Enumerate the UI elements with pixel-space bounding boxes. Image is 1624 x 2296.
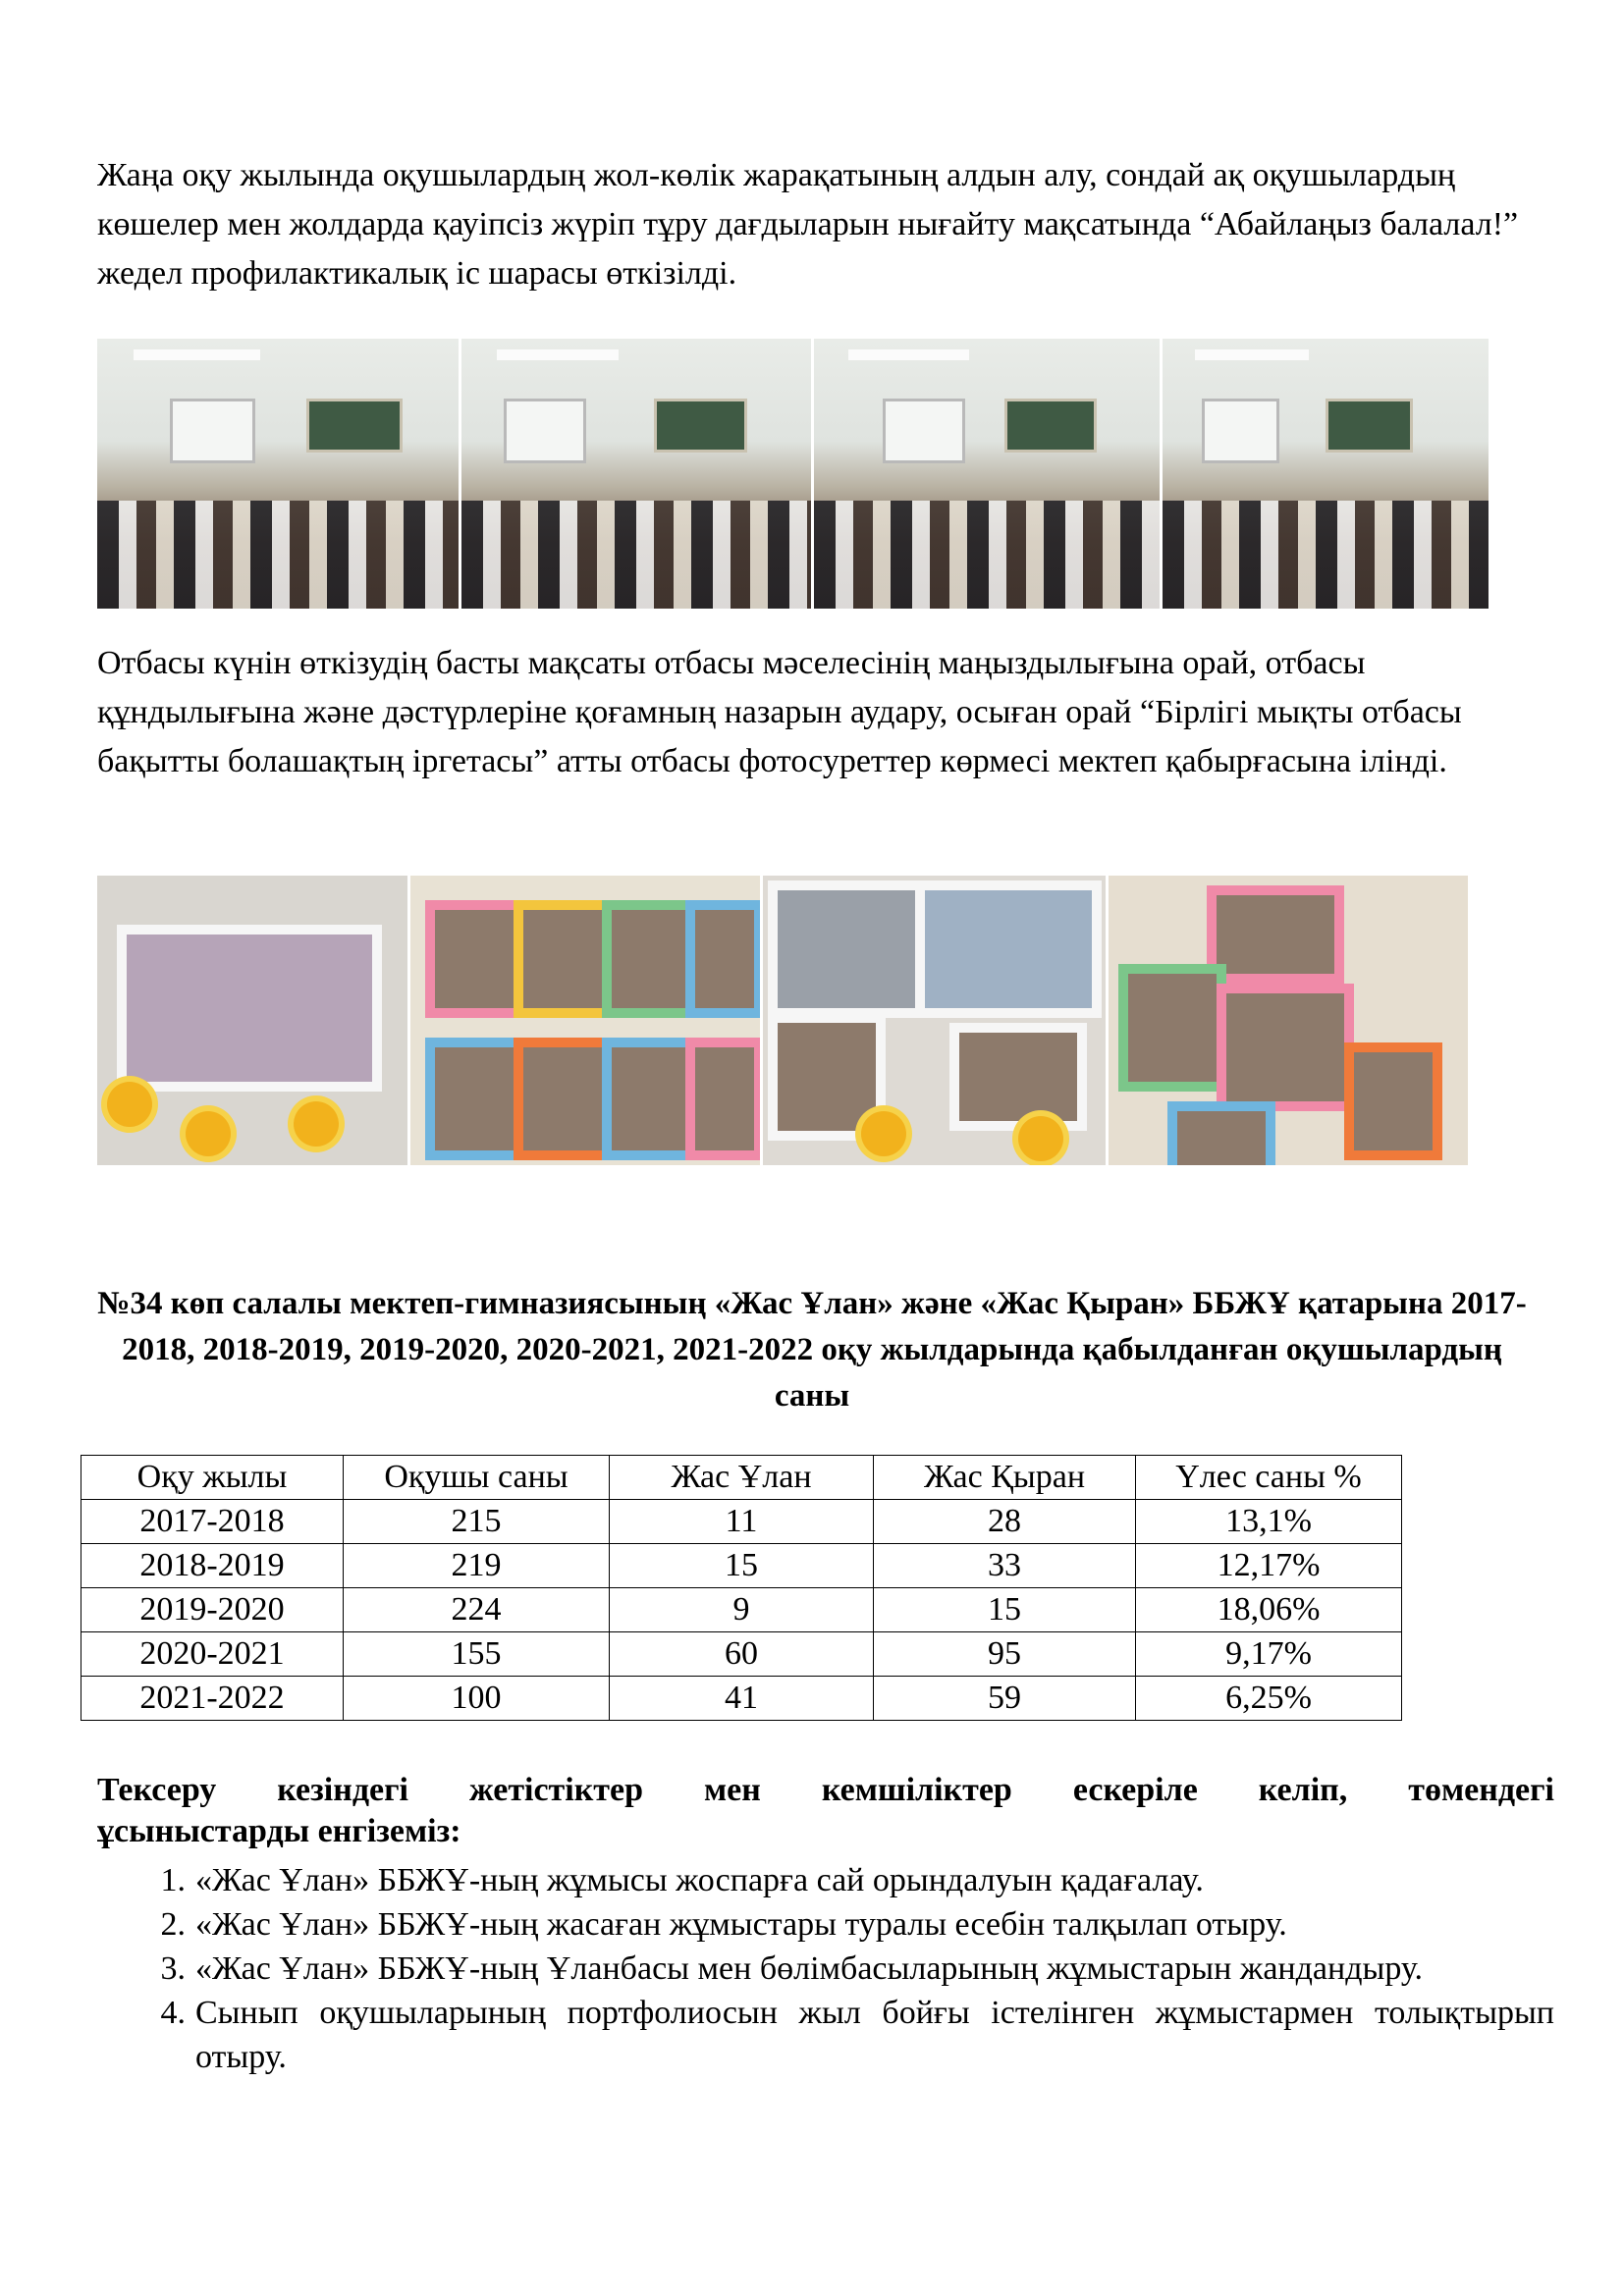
list-item xyxy=(97,1991,1554,2079)
table-title: №34 көп салалы мектеп-гимназиясының «Жас Ұлан» және «Жас Қыран» ББЖҰ қатарына 2017-2018, 2018-2019, 2019-2020, 2020-2021, 2021-2022 оқу жылдарында қабылданған оқушылардың саны xyxy=(97,1286,1527,1414)
cell-zhas-ulan: 60 xyxy=(610,1632,874,1677)
list-item-number: 2. xyxy=(160,1906,186,1943)
cell-students: 219 xyxy=(344,1544,610,1588)
table-row xyxy=(81,1544,1402,1588)
list-item-text: «Жас Ұлан» ББЖҰ-ның жасаған жұмыстары туралы есебін талқылап отыру. xyxy=(195,1906,1287,1943)
cell-students: 215 xyxy=(344,1500,610,1544)
recommendations-heading: Тексеру кезіндегі жетістіктер мен кемшіліктер ескеріле келіп, төмендегі xyxy=(97,1772,1554,1808)
cell-zhas-kyran: 28 xyxy=(874,1500,1136,1544)
cell-year: 2017-2018 xyxy=(81,1500,344,1544)
table-row xyxy=(81,1588,1402,1632)
header-students: Оқушы саны xyxy=(344,1456,610,1500)
list-item xyxy=(97,1947,1554,1991)
cell-share: 13,1% xyxy=(1136,1500,1402,1544)
photo-row-classroom xyxy=(97,339,1491,609)
paragraph-road-safety: Жаңа оқу жылында оқушылардың жол-көлік жарақатының алдын алу, сондай ақ оқушылардың көшелер мен жолдарда қауіпсіз жүріп тұру дағдыларын нығайту мақсатында “Абайлаңыз балалал!” жедел профилактикалық іс шарасы өткізілді. xyxy=(97,157,1519,292)
admissions-table xyxy=(81,1455,1402,1721)
exhibition-photo-3 xyxy=(763,876,1106,1165)
cell-share: 9,17% xyxy=(1136,1632,1402,1677)
exhibition-photo-1 xyxy=(97,876,407,1165)
table-row xyxy=(81,1500,1402,1544)
exhibition-photo-4 xyxy=(1109,876,1468,1165)
list-item-number: 4. xyxy=(160,1995,186,2031)
cell-share: 6,25% xyxy=(1136,1677,1402,1721)
photo-row-exhibition xyxy=(97,876,1471,1165)
classroom-photo-4 xyxy=(1163,339,1489,609)
paragraph-family-day: Отбасы күнін өткізудің басты мақсаты отбасы мәселесінің маңыздылығына орай, отбасы құндылығына және дәстүрлеріне қоғамның назарын аудару, осыған орай “Бірлігі мықты отбасы бақытты болашақтың іргетасы” атты отбасы фотосуреттер көрмесі мектеп қабырғасына ілінді. xyxy=(97,645,1462,779)
list-item-text: Сынып оқушыларының портфолиосын жыл бойғы істелінген жұмыстармен толықтырып отыру. xyxy=(195,1995,1554,2075)
cell-students: 224 xyxy=(344,1588,610,1632)
cell-zhas-kyran: 33 xyxy=(874,1544,1136,1588)
list-item xyxy=(97,1902,1554,1947)
exhibition-photo-2 xyxy=(410,876,760,1165)
cell-share: 12,17% xyxy=(1136,1544,1402,1588)
list-item-text: «Жас Ұлан» ББЖҰ-ның жұмысы жоспарға сай орындалуын қадағалау. xyxy=(195,1862,1204,1898)
table-row xyxy=(81,1632,1402,1677)
table-header-row xyxy=(81,1456,1402,1500)
classroom-photo-1 xyxy=(97,339,459,609)
cell-zhas-ulan: 9 xyxy=(610,1588,874,1632)
cell-year: 2018-2019 xyxy=(81,1544,344,1588)
classroom-photo-3 xyxy=(814,339,1160,609)
recommendations-heading-continued: ұсыныстарды енгіземіз: xyxy=(97,1813,461,1849)
header-share-percent: Үлес саны % xyxy=(1136,1456,1402,1500)
list-item-number: 1. xyxy=(160,1862,186,1898)
cell-year: 2019-2020 xyxy=(81,1588,344,1632)
header-school-year: Оқу жылы xyxy=(81,1456,344,1500)
classroom-photo-2 xyxy=(461,339,811,609)
list-item-text: «Жас Ұлан» ББЖҰ-ның Ұланбасы мен бөлімбасыларының жұмыстарын жандандыру. xyxy=(195,1950,1423,1987)
table-row xyxy=(81,1677,1402,1721)
cell-year: 2021-2022 xyxy=(81,1677,344,1721)
cell-zhas-kyran: 95 xyxy=(874,1632,1136,1677)
cell-share: 18,06% xyxy=(1136,1588,1402,1632)
header-zhas-ulan: Жас Ұлан xyxy=(610,1456,874,1500)
recommendations-list xyxy=(97,1858,1554,2079)
cell-students: 100 xyxy=(344,1677,610,1721)
cell-year: 2020-2021 xyxy=(81,1632,344,1677)
list-item xyxy=(97,1858,1554,1902)
header-zhas-kyran: Жас Қыран xyxy=(874,1456,1136,1500)
cell-zhas-kyran: 59 xyxy=(874,1677,1136,1721)
cell-zhas-kyran: 15 xyxy=(874,1588,1136,1632)
cell-zhas-ulan: 15 xyxy=(610,1544,874,1588)
list-item-number: 3. xyxy=(160,1950,186,1987)
cell-students: 155 xyxy=(344,1632,610,1677)
cell-zhas-ulan: 11 xyxy=(610,1500,874,1544)
cell-zhas-ulan: 41 xyxy=(610,1677,874,1721)
